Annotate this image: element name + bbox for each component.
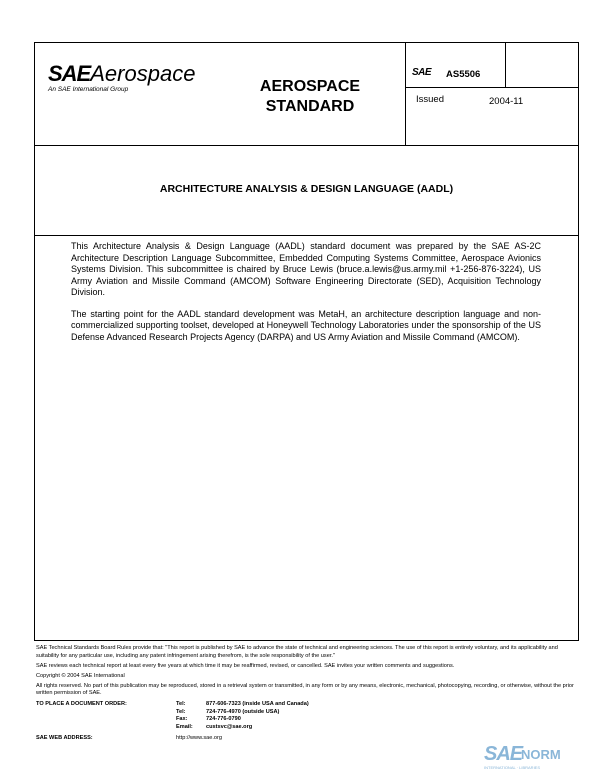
abstract xyxy=(71,241,541,353)
contact-list xyxy=(176,701,309,731)
logo-name: Aerospace xyxy=(90,61,196,86)
contact-row xyxy=(176,701,309,709)
web-link[interactable]: http://www.sae.org xyxy=(176,735,223,742)
issued-label: Issued xyxy=(416,94,444,105)
issued-date: 2004-11 xyxy=(489,96,524,107)
contact-key: Tel: xyxy=(176,708,186,715)
rights-text: All rights reserved. No part of this publication may be reproduced, stored in a retrieval system or transmitted, in any form or by any means, electronic, mechanical, photocopying, recording, or otherwise, without the prior written permission of SAE. xyxy=(36,682,574,697)
contact-row xyxy=(176,716,309,724)
sae-mini-logo: SAE xyxy=(412,67,432,78)
contact-row xyxy=(176,709,309,717)
document-type-line1: AEROSPACE xyxy=(259,78,361,95)
header-divider-left xyxy=(405,43,406,145)
web-address xyxy=(36,735,576,743)
contact-key: Email: xyxy=(176,723,193,730)
header-divider-bottom xyxy=(35,145,578,146)
contact-key: Tel: xyxy=(176,701,186,708)
header-divider-mid xyxy=(405,87,578,88)
document-type xyxy=(235,77,385,117)
watermark-brand: SAE xyxy=(484,743,523,765)
contact-key: Fax: xyxy=(176,716,188,723)
contact-value: 724-776-4970 (outside USA) xyxy=(206,708,280,715)
header-divider-right xyxy=(505,43,506,87)
title-divider xyxy=(35,235,578,236)
policy-text: SAE Technical Standards Board Rules provide that: "This report is published by SAE to advance the state of technical and engineering sciences. The use of this report is entirely voluntary, and its applicability and suitability for any particular use, including any patent infringement arising therefrom, is the sole responsibility of the user." xyxy=(36,645,558,659)
document-type-line2: STANDARD xyxy=(265,98,355,115)
logo-brand: SAE xyxy=(48,61,91,86)
logo-tagline: An SAE International Group xyxy=(48,86,129,93)
legal-footer xyxy=(36,645,576,743)
contact-value: custsvc@sae.org xyxy=(206,723,253,730)
abstract-paragraph: This Architecture Analysis & Design Language (AADL) standard document was prepared by the SAE AS-2C Architecture Description Language Subcommittee, Embedded Computing Systems Committee, Aerospace Avionics Systems Division. This subcommittee is chaired by Bruce Lewis (bruce.a.lewis@us.army.mil +1-256-876-3224), US Army Aviation and Missile Command (AMCOM) Software Engineering Directorate (SED), Acquisition Technology Division. xyxy=(71,241,541,297)
watermark-name: NORM xyxy=(521,747,561,762)
contact-row xyxy=(176,724,309,732)
web-label: SAE WEB ADDRESS: xyxy=(36,735,93,742)
contact-value: 877-606-7323 (inside USA and Canada) xyxy=(206,701,309,708)
document-number: AS5506 xyxy=(446,69,481,80)
cover-frame xyxy=(34,42,579,641)
sae-norm-watermark xyxy=(484,743,594,773)
sae-aerospace-logo xyxy=(48,63,195,93)
contact-value: 724-776-0790 xyxy=(206,716,241,723)
abstract-paragraph: The starting point for the AADL standard development was MetaH, an architecture description language and non-commercialized supporting toolset, developed at Honeywell Technology Laboratories under the sponsorship of the US Defense Advanced Research Projects Agency (DARPA) and US Army Aviation and Missile Command (AMCOM). xyxy=(71,308,541,342)
order-label: TO PLACE A DOCUMENT ORDER: xyxy=(36,701,127,708)
watermark-tagline: INTERNATIONAL · LIBRARIES xyxy=(484,765,541,770)
review-text: SAE reviews each technical report at least every five years at which time it may be reaffirmed, revised, or cancelled. SAE invites your written comments and suggestions. xyxy=(36,662,455,669)
copyright-text: Copyright © 2004 SAE International xyxy=(36,672,125,679)
order-contact xyxy=(36,701,576,731)
document-title: ARCHITECTURE ANALYSIS & DESIGN LANGUAGE (AADL) xyxy=(159,183,454,195)
